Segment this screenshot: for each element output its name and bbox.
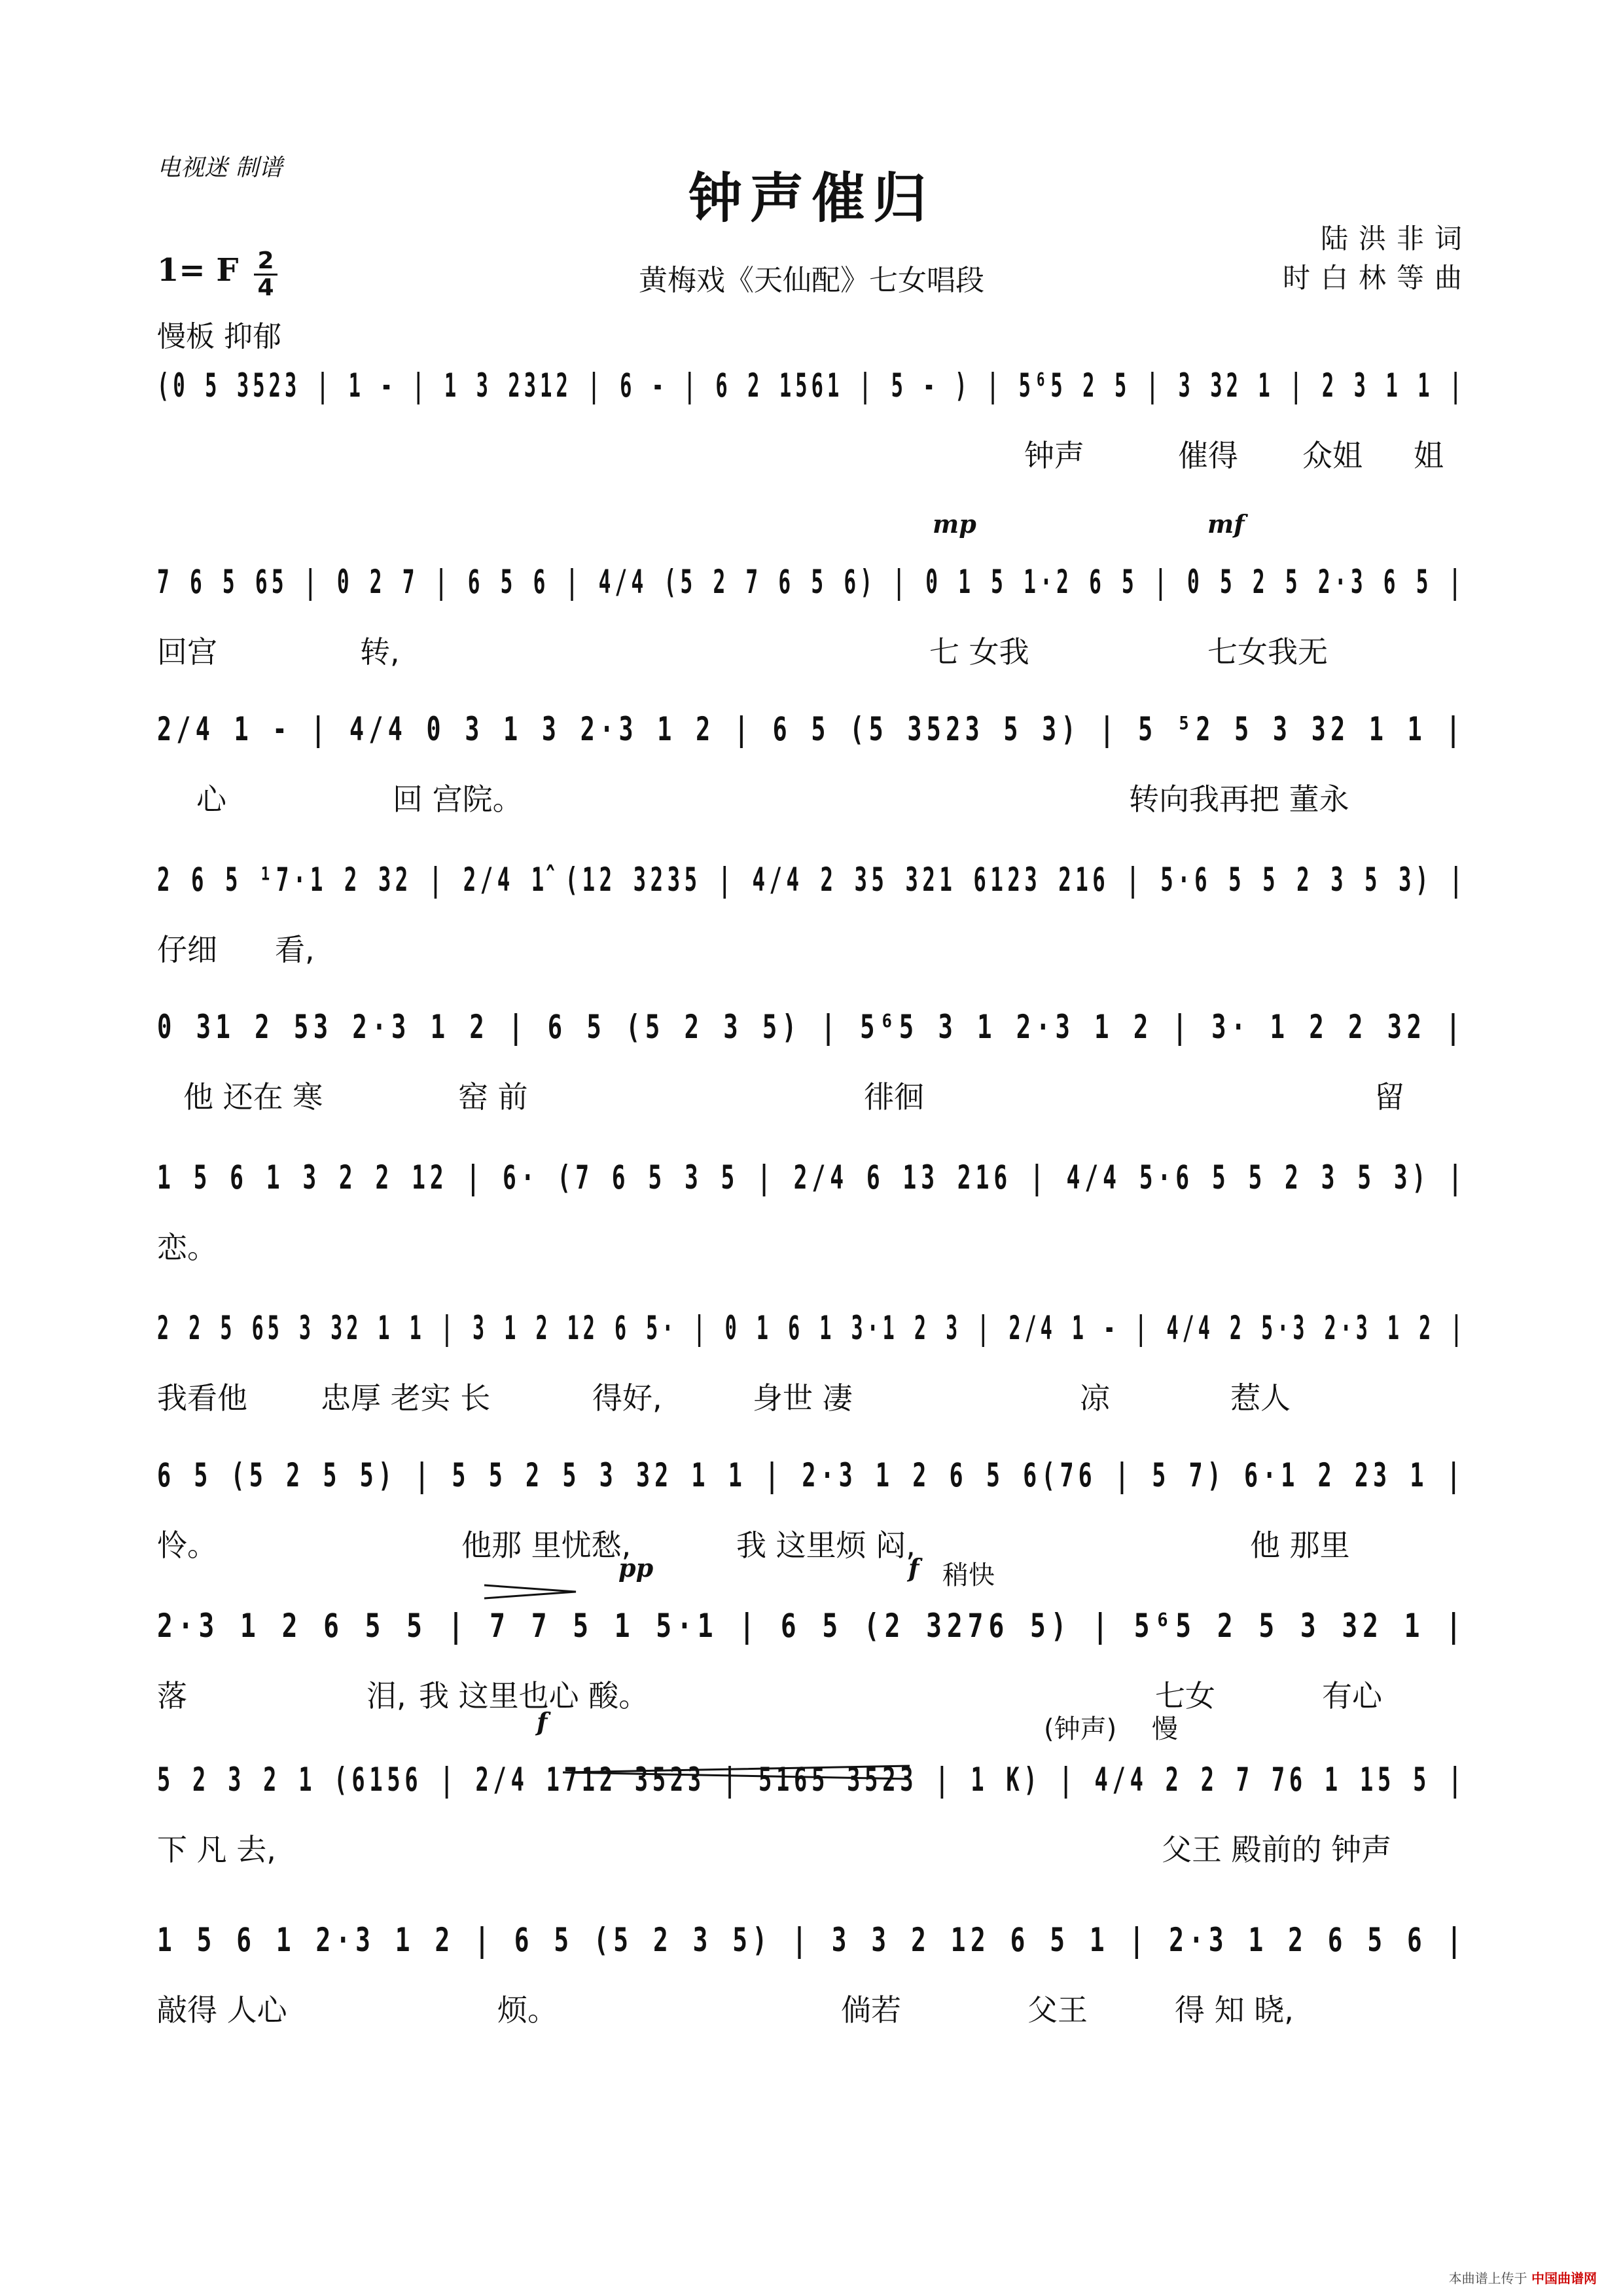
composer: 时白林等曲 xyxy=(1282,262,1472,294)
notation-line: 1 5 6 1 3 2 2 12 | 6· (7 6 5 3 5 | 2/4 6 13 216 | 4/4 5·6 5 5 2 3 5 3) | xyxy=(157,1158,1467,1196)
lyric-syllable: 恋。 xyxy=(157,1230,217,1265)
lyric-syllable: 转向我再把 董永 xyxy=(1129,781,1349,817)
key-signature: 1= F xyxy=(157,252,239,289)
notation-line: 1 5 6 1 2·3 1 2 | 6 5 (5 2 3 5) | 3 3 2 12 6 5 1 | 2·3 1 2 6 5 6 | xyxy=(157,1921,1467,1959)
lyric-syllable: 得好, xyxy=(592,1380,662,1416)
lyric-syllable: 心 xyxy=(196,781,226,817)
lyric-syllable: 我 这里烦 闷, xyxy=(736,1528,916,1563)
lyric-syllable: 落 xyxy=(157,1678,187,1713)
lyric-syllable: 留 xyxy=(1374,1079,1404,1115)
lyric-syllable: 有心 xyxy=(1322,1678,1382,1713)
lyric-syllable: 忠厚 老实 长 xyxy=(321,1380,491,1416)
lyric-syllable: 凉 xyxy=(1080,1380,1110,1416)
dynamic-mark: mf xyxy=(1207,509,1245,539)
lyric-syllable: 父王 xyxy=(1027,1992,1088,2028)
notation-line: 6 5 (5 2 5 5) | 5 5 2 5 3 32 1 1 | 2·3 1 2 6 5 6(76 | 5 7) 6·1 2 23 1 | xyxy=(157,1456,1465,1494)
lyric-syllable: 我 这里也心 酸。 xyxy=(419,1678,649,1713)
lyric-syllable: 七女 xyxy=(1155,1678,1215,1713)
lyric-syllable: 泪, xyxy=(366,1678,406,1713)
lyricist: 陆洪非词 xyxy=(1320,223,1472,255)
lyric-syllable: 徘徊 xyxy=(864,1079,924,1115)
lyric-syllable: 惹人 xyxy=(1230,1380,1291,1416)
performance-note: (钟声) xyxy=(1044,1714,1117,1744)
notation-line: 2·3 1 2 6 5 5 | 7 7 5 1 5·1 | 6 5 (2 3276 5) | 5⁶5 2 5 3 32 1 | xyxy=(157,1607,1467,1645)
time-signature xyxy=(254,247,277,301)
lyric-syllable: 我看他 xyxy=(157,1380,247,1416)
notation-line: 2/4 1 - | 4/4 0 3 1 3 2·3 1 2 | 6 5 (5 3523 5 3) | 5 ⁵2 5 3 32 1 1 | xyxy=(157,710,1465,748)
notation-line: 0 31 2 53 2·3 1 2 | 6 5 (5 2 3 5) | 5⁶5 3 1 2·3 1 2 | 3· 1 2 2 32 | xyxy=(157,1008,1466,1046)
notation-line: 5 2 3 2 1 (6156 | 2/4 1712 3523 | 5165 3523 | 1 K) | 4/4 2 2 7 76 1 15 5 | xyxy=(157,1761,1467,1799)
time-signature-top: 2 xyxy=(257,247,274,274)
lyric-syllable: 钟声 xyxy=(1024,438,1084,473)
lyric-syllable: 倘若 xyxy=(841,1992,901,2028)
notation-line: (0 5 3523 | 1 - | 1 3 2312 | 6 - | 6 2 1561 | 5 - ) | 5⁶5 2 5 | 3 32 1 | 2 3 1 1 | xyxy=(157,367,1466,404)
dynamic-mark: f xyxy=(537,1707,548,1736)
lyric-syllable: 他 还在 寒 xyxy=(183,1079,323,1115)
lyric-syllable: 姐 xyxy=(1414,438,1444,473)
time-signature-bottom: 4 xyxy=(257,274,274,301)
watermark-prefix: 本曲谱上传于 xyxy=(1448,2270,1527,2286)
lyric-syllable: 仔细 xyxy=(157,932,217,967)
dynamic-mark: mp xyxy=(933,509,976,539)
lyric-syllable: 转, xyxy=(360,634,400,670)
lyric-syllable: 催得 xyxy=(1178,438,1238,473)
lyric-syllable: 他那 里忧愁, xyxy=(461,1528,632,1563)
lyric-syllable: 烦。 xyxy=(497,1992,558,2028)
watermark xyxy=(1449,2268,1597,2287)
watermark-site: 中国曲谱网 xyxy=(1531,2270,1597,2286)
subtitle: 黄梅戏《天仙配》七女唱段 xyxy=(639,264,984,297)
lyric-syllable: 众姐 xyxy=(1302,438,1363,473)
lyric-syllable: 下 凡 去, xyxy=(157,1832,276,1867)
page-title: 钟声催归 xyxy=(688,167,935,230)
lyric-syllable: 窑 前 xyxy=(458,1079,528,1115)
lyric-syllable: 怜。 xyxy=(157,1528,217,1563)
lyric-syllable: 他 那里 xyxy=(1250,1528,1350,1563)
lyric-syllable: 身世 凄 xyxy=(753,1380,853,1416)
lyric-syllable: 敲得 人心 xyxy=(157,1992,287,2028)
lyric-syllable: 七女我无 xyxy=(1207,634,1328,670)
dynamic-mark: f xyxy=(908,1553,919,1583)
lyric-syllable: 回宫 xyxy=(157,634,217,670)
lyric-syllable: 七 女我 xyxy=(929,634,1029,670)
performance-note: 慢 xyxy=(1152,1714,1178,1744)
lyric-syllable: 看, xyxy=(275,932,315,967)
notation-line: 7 6 5 65 | 0 2 7 | 6 5 6 | 4/4 (5 2 7 6 5 6) | 0 1 5 1·2 6 5 | 0 5 2 5 2·3 6 5 | xyxy=(157,563,1465,601)
lyric-syllable: 回 宫院。 xyxy=(393,781,523,817)
dynamic-mark: pp xyxy=(618,1553,654,1583)
decrescendo-hairpin xyxy=(484,1585,576,1598)
tempo-marking: 慢板 抑郁 xyxy=(157,320,281,353)
performance-note: 稍快 xyxy=(942,1560,995,1590)
lyric-syllable: 得 知 晓, xyxy=(1175,1992,1294,2028)
lyric-syllable: 父王 殿前的 钟声 xyxy=(1162,1832,1392,1867)
credit: 电视迷 制谱 xyxy=(157,154,283,181)
notation-line: 2 2 5 65 3 32 1 1 | 3 1 2 12 6 5· | 0 1 6 1 3·1 2 3 | 2/4 1 - | 4/4 2 5·3 2·3 1 2 | xyxy=(157,1309,1467,1347)
notation-line: 2 6 5 ¹7·1 2 32 | 2/4 1̂ (12 3235 | 4/4 2 35 321 6123 216 | 5·6 5 5 2 3 5 3) | xyxy=(157,861,1467,899)
